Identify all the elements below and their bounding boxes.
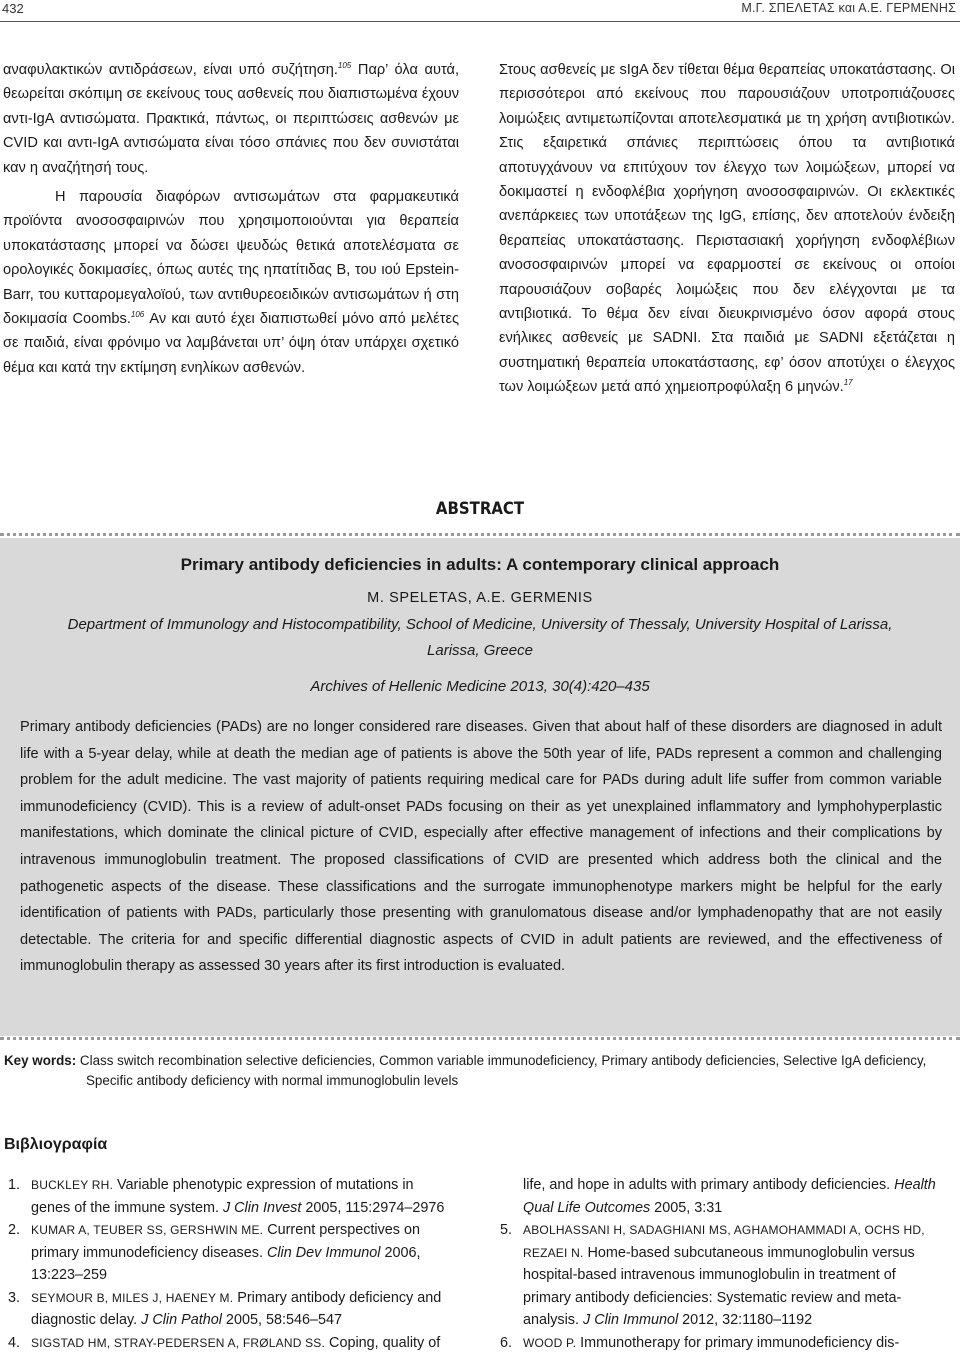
reference-item: 5. ABOLHASSANI H, SADAGHIANI MS, AGHAMOHAMMADI A, OCHS HD, REZAEI N. Home-based subcutaneous immunoglobulin versus hospital-based intravenous immunoglobulin in treatment of primary antibody deficiencies: Systematic review and meta-analysis. J Clin Immunol 2012, 32:1180–1192 bbox=[500, 1222, 925, 1328]
reference-item: 4. SIGSTAD HM, STRAY-PEDERSEN A, FRØLAND SS. Coping, quality of bbox=[8, 1334, 441, 1351]
keywords bbox=[4, 1051, 954, 1091]
references-right-column bbox=[500, 1174, 940, 1354]
right-column bbox=[499, 58, 955, 400]
dotted-divider bbox=[0, 1037, 960, 1040]
citation: 105 bbox=[337, 61, 352, 71]
abstract-affiliation: Department of Immunology and Histocompatibility, School of Medicine, University of Thessaly, University Hospital of Larissa, Larissa, Greece bbox=[67, 616, 893, 659]
citation: 106 bbox=[130, 310, 145, 320]
keywords-text: Class switch recombination selective deficiencies, Common variable immunodeficiency, Primary antibody deficiencies, Selective IgA deficiency, Specific antibody deficiency with normal immunoglobulin levels bbox=[79, 1053, 927, 1088]
reference-item: 6. WOOD P. Immunotherapy for primary immunodeficiency dis- bbox=[500, 1334, 900, 1351]
running-head: Μ.Γ. ΣΠΕΛΕΤΑΣ και Α.Ε. ΓΕΡΜΕΝΗΣ bbox=[741, 1, 956, 15]
abstract-citation: Archives of Hellenic Medicine 2013, 30(4):420–435 bbox=[310, 678, 650, 695]
keywords-label: Key words: bbox=[4, 1053, 77, 1068]
references-title: Βιβλιογραφία bbox=[4, 1136, 108, 1153]
dotted-divider bbox=[0, 533, 960, 536]
reference-item: 2. KUMAR A, TEUBER SS, GERSHWIN ME. Current perspectives on primary immunodeficiency diseases. Clin Dev Immunol 2006, 13:223–259 bbox=[8, 1222, 421, 1283]
abstract-authors: M. SPELETAS, A.E. GERMENIS bbox=[367, 590, 593, 606]
left-column bbox=[3, 58, 459, 380]
paragraph: Στους ασθενείς με sIgA δεν τίθεται θέμα θεραπείας υποκατάστασης. Οι περισσότεροι από εκείνους που παρουσιάζουν υποτροπιάζουσες λοιμώξεις αντιμετωπίζονται αποτελεσματικά με τη χρήση αντιβιοτικών. Στις εξαιρετικά σπάνιες περιπτώσεις όπου τα αντιβιοτικά αποτυγχάνουν να επιτύχουν τον έλεγχο των λοιμώξεων, μπορεί να δοκιμαστεί η ενδοφλέβια χορήγηση ανοσοσφαιρινών. Οι εκλεκτικές ανεπάρκειες των υποτάξεων της IgG, επίσης, δεν αποτελούν ένδειξη θεραπείας υποκατάστασης. Περιστασιακή χορήγηση ενδοφλέβιων ανοσοσφαιρινών μπορεί να εφαρμοστεί σε εκείνους οι οποίοι παρουσιάζουν σοβαρές λοιμώξεις που δεν ελέγχονται με τα αντιβιοτικά. Το θέμα δεν είναι διευκρινισμένο όσον αφορά στους ενήλικες ασθενείς με SADNI. Στα παιδιά με SADNI εξετάζεται η συστηματική θεραπεία υποκατάστασης, εφ’ όσον αποτύχει ο έλεγχος των λοιμώξεων μετά από χημειοπροφύλαξη 6 μηνών.$^{17}$ bbox=[499, 62, 955, 396]
page-number: 432 bbox=[2, 1, 24, 16]
header-rule bbox=[0, 21, 960, 22]
paragraph: Η παρουσία διαφόρων αντισωμάτων στα φαρμακευτικά προϊόντα ανοσοσφαιρινών που χρησιμοποιούνται για θεραπεία υποκατάστασης μπορεί να δώσει ψευδώς θετικά αποτελέσματα σε ορολογικές δοκιμασίες, όπως αυτές της ηπατίτιδας B, του ιού Epstein-Barr, του κυτταρομεγαλοϊού, των αντιθυρεοειδικών αντισωμάτων ή στη δοκιμασία Coombs.$^{106}$ Αν και αυτό έχει διαπιστωθεί μόνο από μελέτες σε παιδιά, είναι φρόνιμο να λαμβάνεται υπ’ όψη όταν υπάρχει σχετικό θέμα και κατά την εκτίμηση ενηλίκων ασθενών. bbox=[3, 189, 459, 376]
reference-item: 1. BUCKLEY RH. Variable phenotypic expression of mutations in genes of the immune system. J Clin Invest 2005, 115:2974–2976 bbox=[8, 1177, 445, 1216]
citation: 17 bbox=[843, 378, 853, 388]
abstract-heading: ABSTRACT bbox=[435, 499, 525, 519]
page-header bbox=[0, 0, 960, 22]
reference-item: 3. SEYMOUR B, MILES J, HAENEY M. Primary antibody deficiency and diagnostic delay. J Clin Pathol 2005, 58:546–547 bbox=[8, 1289, 442, 1328]
references-left-column bbox=[8, 1174, 448, 1354]
reference-item-continued: life, and hope in adults with primary antibody deficiencies. Health Qual Life Outcomes 2005, 3:31 bbox=[523, 1177, 936, 1216]
abstract-title: Primary antibody deficiencies in adults: A contemporary clinical approach bbox=[180, 555, 780, 574]
abstract-body: Primary antibody deficiencies (PADs) are no longer considered rare diseases. Given that about half of these disorders are diagnosed in adult life with a 5-year delay, while at death the median age of patients is above the 50th year of life, PADs represent a common and challenging problem for the adult medicine. The vast majority of patients requiring medical care for PADs during adult life suffer from common variable immunodeficiency (CVID). This is a review of adult-onset PADs focusing on their as yet unexplained inflammatory and lymphohyperplastic manifestations, which dominate the clinical picture of CVID, especially after effective management of infections and their complications by intravenous immunoglobulin treatment. The proposed classifications of CVID are presented which address both the clinical and the pathogenetic aspects of the disease. These classifications and the surrogate immunophenotype markers might be helpful for the early identification of patients with PADs, particularly those presenting with granulomatous disease and/or lymphadenopathy that are not easily detectable. The criteria for and specific differential diagnostic aspects of CVID in adult patients are reviewed, and the effectiveness of immunoglobulin therapy as assessed 30 years after its first introduction is evaluated. bbox=[20, 719, 942, 975]
paragraph: αναφυλακτικών αντιδράσεων, είναι υπό συζήτηση.$^{105}$ Παρ’ όλα αυτά, θεωρείται σκόπιμη σε εκείνους τους ασθενείς που διαπιστωμένα έχουν αντι-IgA αντισώματα. Πρακτικά, πάντως, οι περιπτώσεις ασθενών με CVID και αντι-IgA αντισώματα είναι τόσο σπάνιες που δεν συνιστάται καν η αναζήτησή τους. bbox=[3, 61, 459, 176]
